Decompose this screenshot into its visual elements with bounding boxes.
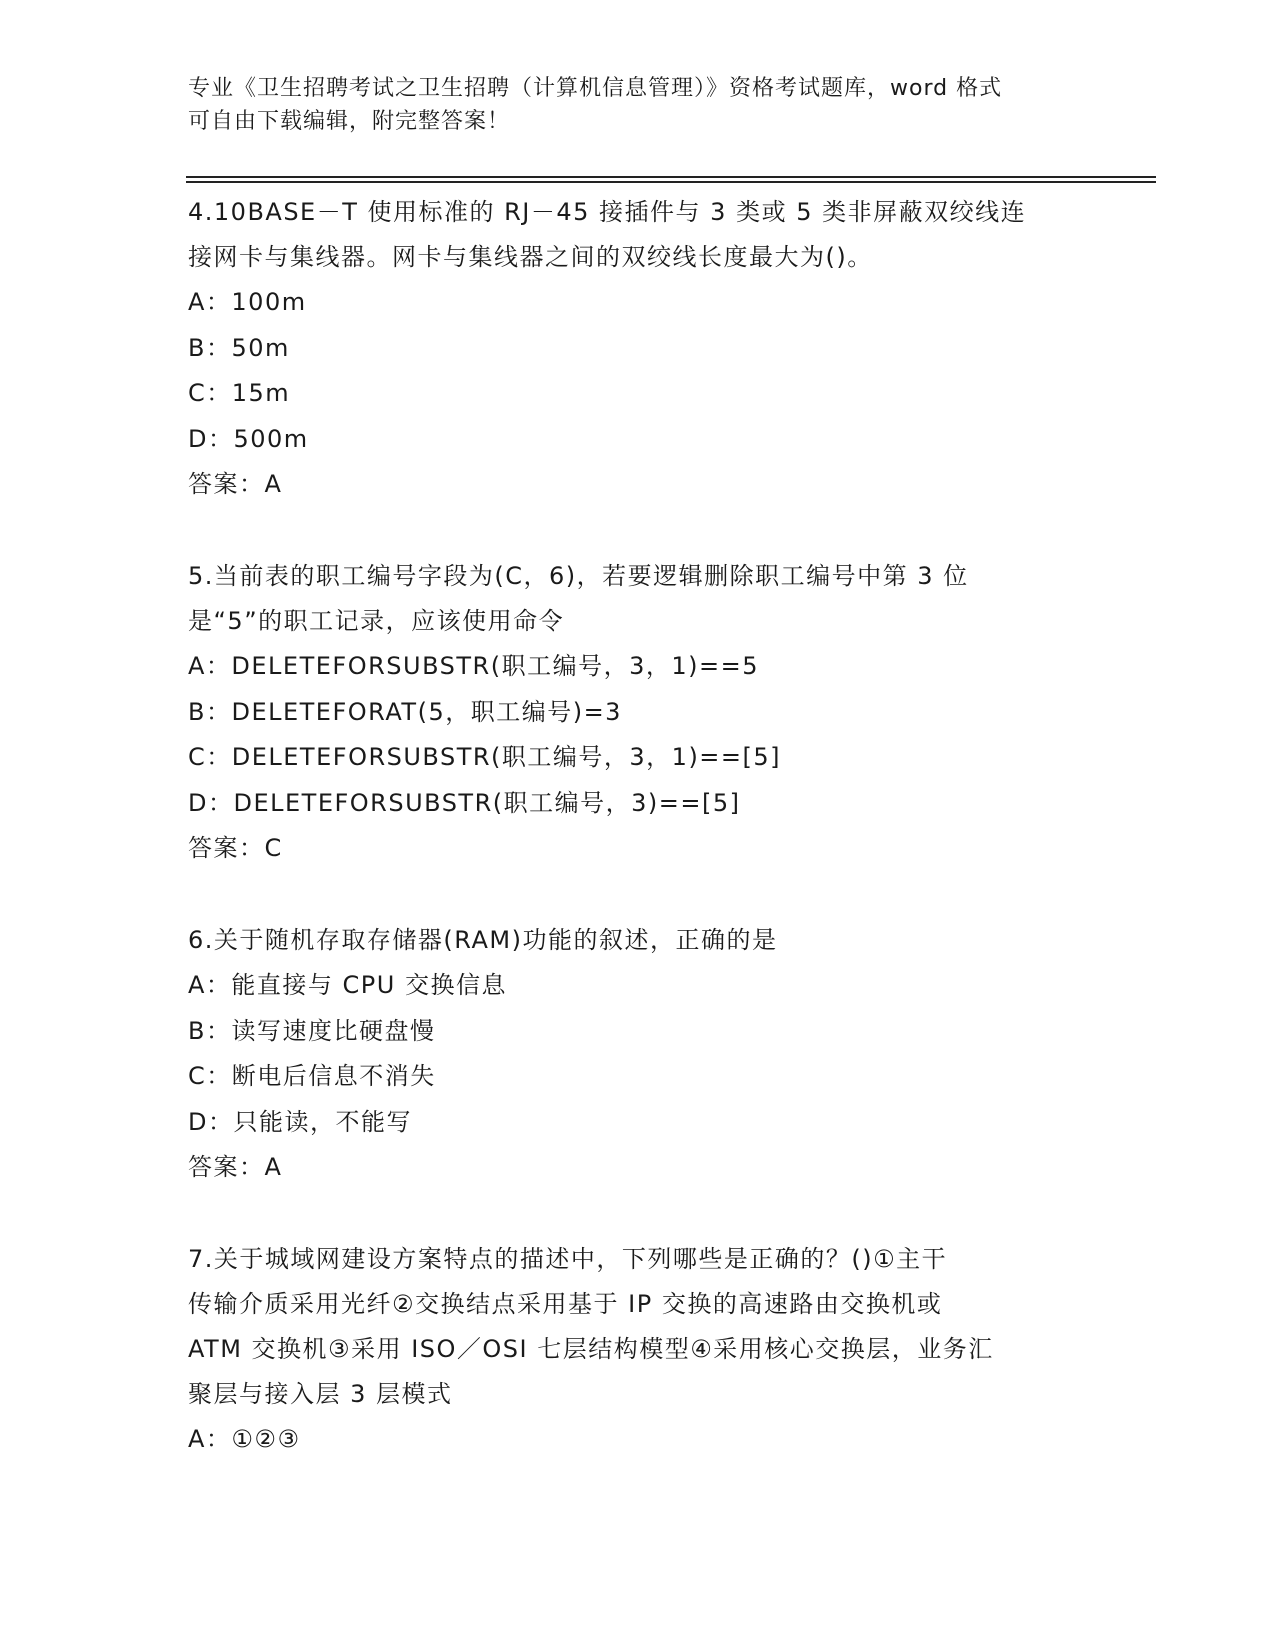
option-b: B：DELETEFORAT(5，职工编号)=3 (188, 697, 622, 726)
option-c: C：DELETEFORSUBSTR(职工编号，3，1)==[5] (188, 743, 782, 771)
header-line-2: 可自由下载编辑，附完整答案！ (188, 109, 511, 134)
option-c: C：断电后信息不消失 (188, 1062, 436, 1090)
option-d: D：500m (188, 424, 309, 453)
option-b: B：50m (188, 333, 290, 362)
header-divider-bottom (186, 181, 1156, 183)
answer-label: 答案：A (188, 470, 283, 498)
question-text-line: 传输介质采用光纤②交换结点采用基于 IP 交换的高速路由交换机或 (188, 1290, 943, 1318)
option-a: A：能直接与 CPU 交换信息 (188, 971, 507, 999)
question-text-line: 是“5”的职工记录，应该使用命令 (188, 607, 565, 635)
question-text-line: 接网卡与集线器。网卡与集线器之间的双绞线长度最大为()。 (188, 243, 873, 271)
option-a: A：①②③ (188, 1425, 301, 1453)
answer-label: 答案：A (188, 1153, 283, 1181)
page-header (188, 72, 1088, 138)
option-a: A：100m (188, 288, 307, 316)
answer-label: 答案：C (188, 834, 283, 862)
question-text-line: 5.当前表的职工编号字段为(C，6)，若要逻辑删除职工编号中第 3 位 (188, 562, 969, 590)
question-text-line: 6.关于随机存取存储器(RAM)功能的叙述，正确的是 (188, 926, 778, 954)
option-d: D：DELETEFORSUBSTR(职工编号，3)==[5] (188, 788, 741, 817)
header-divider-top (186, 176, 1156, 178)
question-5 (188, 554, 1088, 871)
question-text-line: 7.关于城域网建设方案特点的描述中，下列哪些是正确的？()①主干 (188, 1245, 948, 1273)
option-d: D：只能读，不能写 (188, 1107, 412, 1136)
option-c: C：15m (188, 379, 291, 407)
question-list (188, 190, 1088, 1463)
question-text-line: ATM 交换机③采用 ISO／OSI 七层结构模型④采用核心交换层，业务汇 (188, 1335, 994, 1363)
question-text-line: 聚层与接入层 3 层模式 (188, 1380, 453, 1408)
question-7 (188, 1237, 1088, 1463)
question-4 (188, 190, 1088, 507)
option-b: B：读写速度比硬盘慢 (188, 1016, 436, 1045)
question-text-line: 4.10BASE－T 使用标准的 RJ－45 接插件与 3 类或 5 类非屏蔽双绞线连 (188, 198, 1027, 226)
question-6 (188, 918, 1088, 1190)
option-a: A：DELETEFORSUBSTR(职工编号，3，1)==5 (188, 652, 759, 680)
header-line-1: 专业《卫生招聘考试之卫生招聘（计算机信息管理）》资格考试题库，word 格式 (188, 76, 1003, 101)
